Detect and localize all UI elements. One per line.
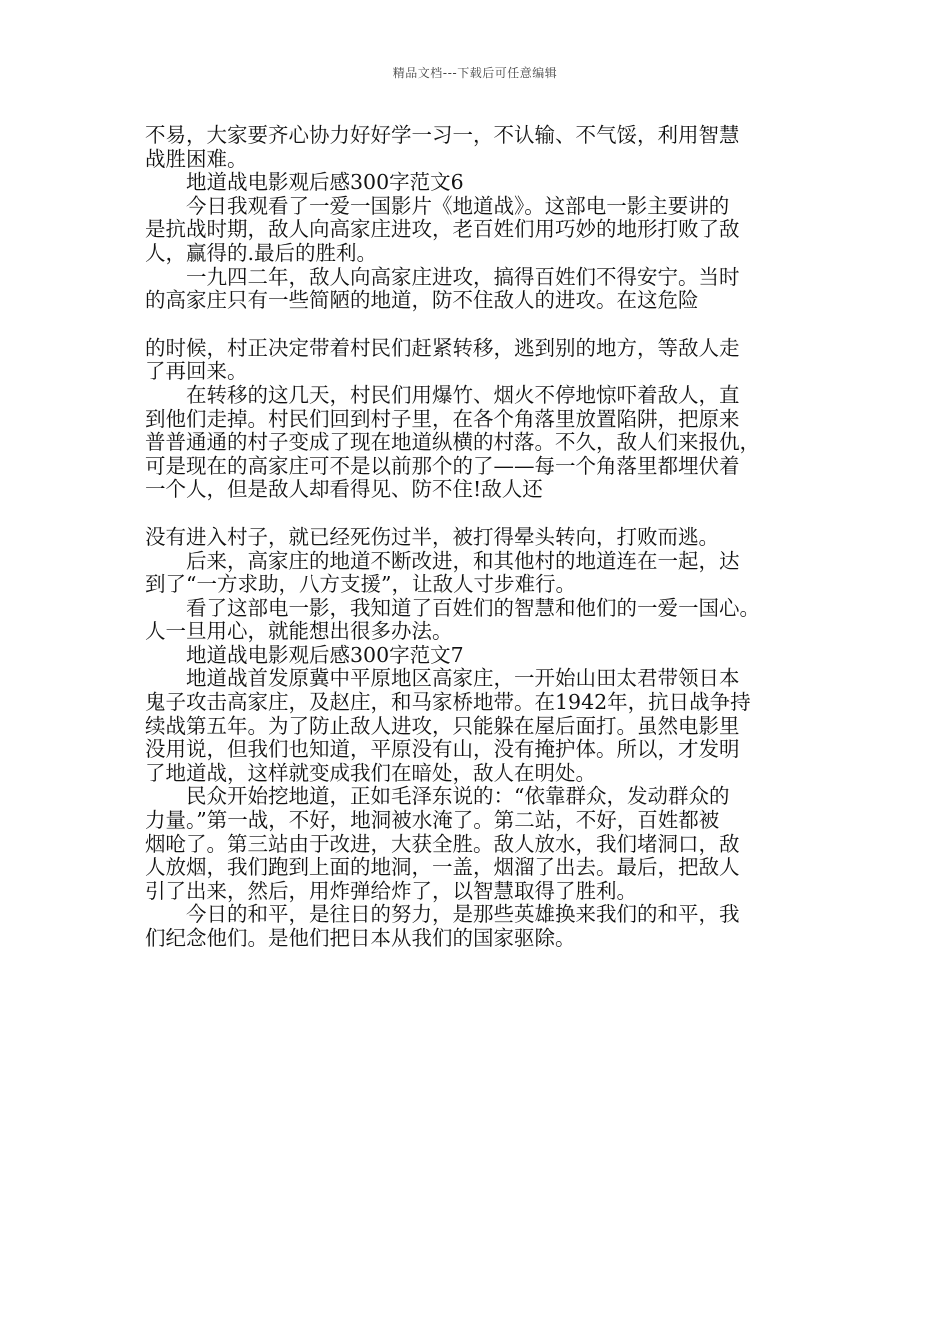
- text-line: 战胜困难。: [145, 146, 248, 171]
- text-line: 了再回来。: [145, 359, 248, 384]
- text-line: 民众开始挖地道，正如毛泽东说的：“依靠群众，发动群众的: [145, 784, 730, 809]
- text-line: 可是现在的高家庄可不是以前那个的了——每一个角落里都埋伏着: [145, 453, 740, 478]
- text-line: 一九四二年，敌人向高家庄进攻，搞得百姓们不得安宁。当时: [145, 264, 740, 289]
- text-line: 烟呛了。第三站由于改进，大获全胜。敌人放水，我们堵洞口，敌: [145, 831, 740, 856]
- text-line: 今日我观看了一爱一国影片《地道战》。这部电一影主要讲的: [145, 193, 730, 218]
- paragraph-gap: [145, 502, 825, 526]
- page-header: 精品文档---下载后可任意编辑: [392, 66, 558, 80]
- text-line: 人，赢得的.最后的胜利。: [145, 240, 378, 265]
- text-line: 的高家庄只有一些简陋的地道，防不住敌人的进攻。在这危险: [145, 288, 699, 313]
- text-line: 不易，大家要齐心协力好好学一习一，不认输、不气馁，利用智慧: [145, 123, 740, 147]
- text-line: 地道战电影观后感300字范文6: [145, 170, 464, 195]
- text-line: 人放烟，我们跑到上面的地洞，一盖，烟溜了出去。最后，把敌人: [145, 855, 740, 880]
- text-line: 没用说，但我们也知道，平原没有山，没有掩护体。所以，才发明: [145, 737, 740, 762]
- text-line: 今日的和平，是往日的努力，是那些英雄换来我们的和平，我: [145, 902, 740, 927]
- text-line: 看了这部电一影，我知道了百姓们的智慧和他们的一爱一国心。: [145, 595, 760, 620]
- text-line: 普普通通的村子变成了现在地道纵横的村落。不久，敌人们来报仇，: [145, 430, 760, 455]
- text-line: 地道战电影观后感300字范文7: [145, 642, 464, 667]
- text-line: 在转移的这几天，村民们用爆竹、烟火不停地惊吓着敌人，直: [145, 382, 740, 407]
- text-line: 一个人，但是敌人却看得见、防不住!敌人还: [145, 477, 543, 502]
- text-line: 力量。”第一战，不好，地洞被水淹了。第二站，不好，百姓都被: [145, 808, 720, 833]
- text-line: 了地道战，这样就变成我们在暗处，敌人在明处。: [145, 760, 596, 785]
- text-line: 鬼子攻击高家庄，及赵庄，和马家桥地带。在1942年，抗日战争持: [145, 690, 751, 715]
- text-line: 们纪念他们。是他们把日本从我们的国家驱除。: [145, 926, 576, 950]
- text-line: 引了出来，然后，用炸弹给炸了，以智慧取得了胜利。: [145, 878, 637, 903]
- text-line: 是抗战时期，敌人向高家庄进攻，老百姓们用巧妙的地形打败了敌: [145, 217, 740, 242]
- text-line: 没有进入村子，就已经死伤过半，被打得晕头转向，打败而逃。: [145, 524, 719, 549]
- text-line: 到了“一方求助，八方支援”，让敌人寸步难行。: [145, 572, 576, 597]
- text-line: 的时候，村正决定带着村民们赶紧转移，逃到别的地方，等敌人走: [145, 335, 740, 360]
- paragraph-gap: [145, 313, 825, 337]
- text-line: 到他们走掉。村民们回到村子里，在各个角落里放置陷阱，把原来: [145, 406, 740, 431]
- text-line: 人一旦用心，就能想出很多办法。: [145, 619, 453, 644]
- text-line: 后来，高家庄的地道不断改进，和其他村的地道连在一起，达: [145, 548, 740, 573]
- document-body: [145, 124, 825, 951]
- text-line: 地道战首发原冀中平原地区高家庄，一开始山田太君带领日本: [145, 666, 740, 691]
- text-line: 续战第五年。为了防止敌人进攻，只能躲在屋后面打。虽然电影里: [145, 713, 740, 738]
